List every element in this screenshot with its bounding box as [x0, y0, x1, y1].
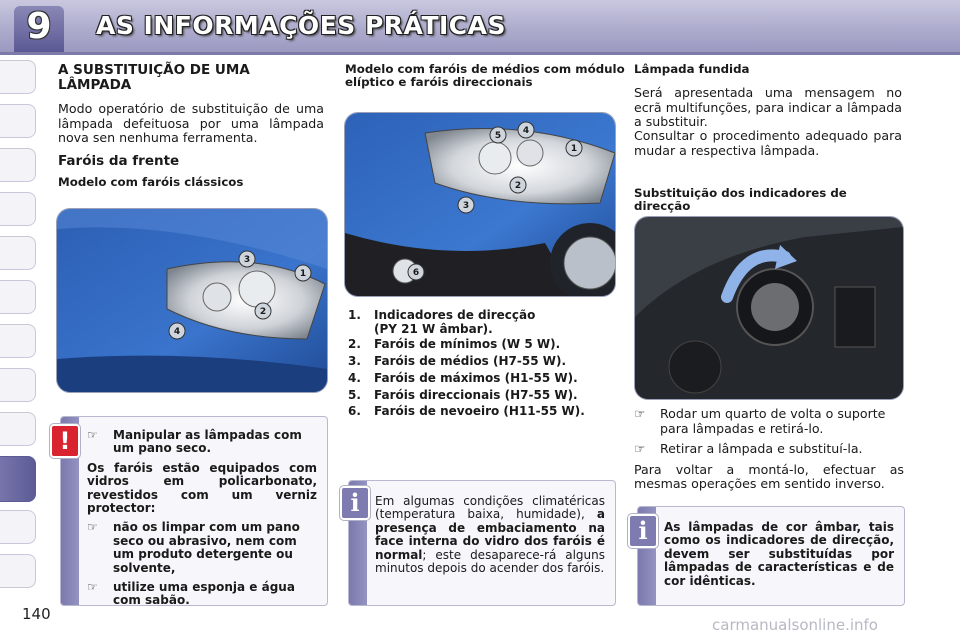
list-text: Faróis de mínimos (W 5 W).	[374, 337, 561, 351]
side-tab[interactable]	[0, 192, 36, 226]
list-text: Indicadores de direcção	[374, 308, 536, 322]
step-text: Retirar a lâmpada e substituí-la.	[660, 441, 863, 456]
side-tab[interactable]	[0, 148, 36, 182]
bulb-list-item	[348, 309, 535, 336]
page-title: AS INFORMAÇÕES PRÁTICAS	[96, 11, 507, 40]
svg-text:5: 5	[494, 131, 502, 141]
pointing-hand-icon: ☞	[87, 520, 98, 535]
watermark: carmanualsonline.info	[712, 616, 878, 634]
middle-section-title: Modelo com faróis de médios com módulo elíptico e faróis direccionais	[345, 62, 625, 89]
list-number: 6.	[348, 404, 361, 418]
side-tab[interactable]	[0, 412, 36, 446]
indicator-steps	[634, 407, 904, 492]
bulb-list-item	[348, 355, 566, 369]
list-subtext: (PY 21 W âmbar).	[374, 321, 493, 336]
svg-text:1: 1	[570, 144, 578, 154]
list-number: 3.	[348, 354, 361, 368]
info-text-part: Em algumas condições climatéricas (temperatura baixa, humidade),	[375, 494, 605, 522]
photo-elliptic-headlight	[344, 112, 616, 297]
side-tab[interactable]	[0, 324, 36, 358]
warning-note	[60, 416, 328, 606]
side-tab[interactable]	[0, 236, 36, 270]
info-text-part: ; este desaparece-rá alguns minutos depois do acender dos faróis.	[375, 547, 605, 576]
info-note-text	[375, 495, 605, 575]
side-tab[interactable]	[0, 60, 36, 94]
info-note-amber-bulbs	[637, 506, 905, 606]
list-number: 2.	[348, 337, 361, 351]
svg-text:4: 4	[173, 327, 181, 337]
svg-text:2: 2	[514, 181, 522, 191]
side-tab-active[interactable]	[0, 456, 36, 502]
list-number: 1.	[348, 308, 361, 322]
page-number: 140	[22, 605, 51, 623]
procedure-text: Consultar o procedimento adequado para mudar a respectiva lâmpada.	[634, 128, 902, 158]
list-text: Faróis de máximos (H1-55 W).	[374, 371, 578, 385]
warning-item-text: não os limpar com um pano seco ou abrasivo, nem com um produto detergente ou solvente,	[113, 520, 300, 575]
svg-text:4: 4	[522, 126, 530, 136]
warning-item	[87, 581, 317, 608]
svg-text:6: 6	[412, 268, 420, 278]
bulb-list-item	[348, 405, 585, 419]
svg-text:3: 3	[243, 255, 251, 265]
warning-item-text: utilize uma esponja e água com sabão.	[113, 580, 295, 608]
section-title-headlights: Faróis da frente	[58, 153, 180, 169]
warning-note-content	[87, 429, 317, 608]
step-item	[634, 407, 904, 436]
pointing-hand-icon: ☞	[87, 428, 98, 442]
section-title-indicators: Substituição dos indicadores de direcção	[634, 186, 847, 213]
intro-text: Modo operatório de substituição de uma lâmpada defeituosa por uma lâmpada nova sen nenhuma ferramenta.	[58, 101, 324, 145]
list-number: 4.	[348, 371, 361, 385]
side-tab[interactable]	[0, 510, 36, 544]
list-text: Faróis de nevoeiro (H11-55 W).	[374, 404, 585, 418]
pointing-hand-icon: ☞	[634, 406, 646, 421]
bulb-list-item	[348, 338, 560, 352]
section-title-failed-bulb: Lâmpada fundida	[634, 62, 750, 76]
subsection-classic-headlights: Modelo com faróis clássicos	[58, 175, 244, 189]
list-number: 5.	[348, 388, 361, 402]
svg-text:1: 1	[299, 269, 307, 279]
pointing-hand-icon: ☞	[87, 580, 98, 595]
warning-item	[87, 521, 317, 575]
list-text: Faróis de médios (H7-55 W).	[374, 354, 567, 368]
failed-bulb-text: Será apresentada uma mensagem no ecrã multifunções, para indicar a lâmpada a substituir.	[634, 85, 902, 129]
photo-indicator-replacement	[634, 216, 904, 400]
info-note-text: As lâmpadas de cor âmbar, tais como os indicadores de direcção, devem ser substituídas por lâmpadas de características e de cor idênticas.	[664, 520, 894, 588]
info-text-bold: a presença de embaciamento na face interna do vidro dos faróis é normal	[375, 507, 605, 562]
section-main-title: A SUBSTITUIÇÃO DE UMA LÂMPADA	[58, 62, 250, 93]
chapter-number: 9	[26, 6, 52, 47]
list-text: Faróis direccionais (H7-55 W).	[374, 388, 578, 402]
info-note-condensation	[348, 480, 616, 606]
pointing-hand-icon: ☞	[634, 441, 646, 456]
side-tab[interactable]	[0, 280, 36, 314]
warning-item-text: Manipular as lâmpadas com um pano seco.	[113, 428, 302, 456]
side-tab[interactable]	[0, 104, 36, 138]
svg-text:3: 3	[462, 201, 470, 211]
header-divider	[0, 52, 960, 55]
svg-text:2: 2	[259, 307, 267, 317]
bulb-list-item	[348, 372, 578, 386]
step-text: Rodar um quarto de volta o suporte para lâmpadas e retirá-lo.	[660, 406, 886, 436]
warning-para: Os faróis estão equipados com vidros em policarbonato, revestidos com um verniz protector:	[87, 460, 317, 516]
side-tab[interactable]	[0, 368, 36, 402]
warning-item	[87, 429, 317, 456]
bulb-list-item	[348, 389, 578, 403]
info-icon: i	[340, 486, 370, 520]
reassembly-text: Para voltar a montá-lo, efectuar as mesmas operações em sentido inverso.	[634, 461, 904, 491]
info-icon: i	[628, 514, 658, 548]
side-tab[interactable]	[0, 554, 36, 588]
step-item	[634, 442, 904, 457]
photo-classic-headlight	[56, 208, 328, 393]
warning-icon: !	[50, 424, 80, 458]
